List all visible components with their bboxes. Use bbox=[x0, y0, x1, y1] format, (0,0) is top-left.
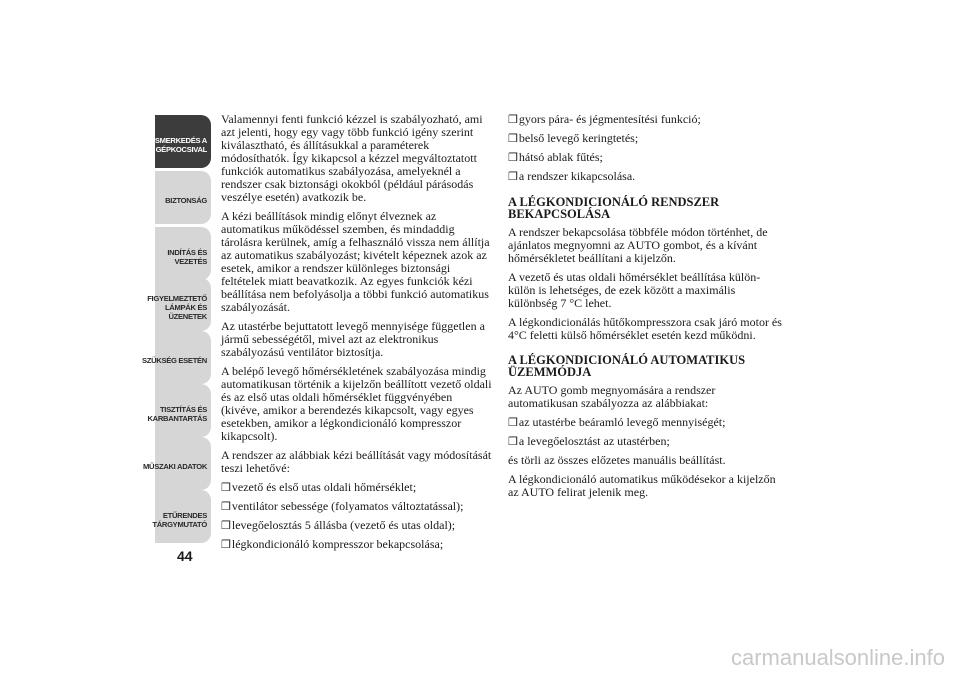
checkbox-bullet-icon: ❒ bbox=[221, 501, 231, 513]
tab-szukseg[interactable] bbox=[141, 331, 211, 384]
checkbox-bullet-icon: ❒ bbox=[508, 171, 518, 183]
tab-label: TISZTÍTÁS ÉS bbox=[159, 404, 207, 414]
paragraph: A rendszer bekapcsolása többféle módon történhet, de ajánlatos megnyomni az AUTO gombot, és a kívánt hőmérsékletet beállítani a kijelzőn. bbox=[508, 225, 768, 265]
tab-label: BIZTONSÁG bbox=[165, 196, 207, 205]
right-column bbox=[508, 113, 784, 505]
tab-label: VEZETÉS bbox=[174, 256, 207, 266]
list-item: ❒ventilátor sebessége (folyamatos változtatással); bbox=[221, 499, 464, 513]
tab-label: SZÜKSÉG ESETÉN bbox=[141, 356, 207, 365]
paragraph: A kézi beállítások mindig előnyt élveznek az automatikus működéssel szemben, és mindaddig tárolásra kerülnek, amíg a felhasználó vissza nem állítja az automatikus szabályozást; kivételt képeznek azok az esetek, amikor a rendszer különleges biztonsági feltételek miatt beavatkozik. Az egyes funkciók kézi beállítása nem befolyásolja a többi funkció automatikus szabályozását. bbox=[221, 209, 490, 314]
tab-label: ETŰRENDES bbox=[162, 510, 207, 520]
tab-figyelmezteto[interactable] bbox=[147, 278, 211, 331]
tab-targymutato[interactable] bbox=[152, 490, 211, 543]
paragraph: Az AUTO gomb megnyomására a rendszer automatikusan szabályozza az alábbiakat: bbox=[508, 383, 716, 410]
tab-biztonsag[interactable] bbox=[155, 171, 211, 224]
paragraph: Valamennyi fenti funkció kézzel is szabályozható, ami azt jelenti, hogy egy vagy több funkció igény szerint kiválasztható, és állításukkal a paraméterek módosíthatók. Így kikapcsol a kézzel megváltoztatott funkciók automatikus szabályozása, amelyeknél a rendszer csak biztonsági okokból (például párásodás veszélye esetén) avatkozik be. bbox=[221, 112, 483, 204]
tab-label: KARBANTARTÁS bbox=[147, 413, 207, 423]
list-item: ❒levegőelosztás 5 állásba (vezető és utas oldal); bbox=[221, 518, 456, 532]
tab-label: MŰSZAKI ADATOK bbox=[143, 462, 207, 471]
left-column bbox=[221, 113, 493, 557]
paragraph: Az utastérbe bejuttatott levegő mennyisége független a jármű sebességétől, mivel azt az elektronikus szabályozású ventilátor biztosítja. bbox=[221, 319, 485, 359]
tab-label: GÉPKOCSIVAL bbox=[155, 144, 207, 154]
tab-label: LÁMPÁK ÉS bbox=[164, 303, 207, 312]
list-item: ❒gyors pára- és jégmentesítési funkció; bbox=[508, 112, 701, 126]
section-heading: A LÉGKONDICIONÁLÓ AUTOMATIKUS ÜZEMMÓDJA bbox=[508, 353, 746, 379]
section-heading: A LÉGKONDICIONÁLÓ RENDSZER BEKAPCSOLÁSA bbox=[508, 195, 720, 221]
paragraph: A rendszer az alábbiak kézi beállítását vagy módosítását teszi lehetővé: bbox=[221, 448, 492, 475]
watermark: carmanualsonline.info bbox=[730, 645, 945, 670]
checkbox-bullet-icon: ❒ bbox=[221, 539, 231, 551]
list-item: ❒az utastérbe beáramló levegő mennyiségét; bbox=[508, 415, 726, 429]
list-item: ❒hátsó ablak fűtés; bbox=[508, 150, 603, 164]
page-number: 44 bbox=[177, 548, 193, 564]
checkbox-bullet-icon: ❒ bbox=[508, 417, 518, 429]
list-item: ❒a levegőelosztást az utastérben; bbox=[508, 434, 670, 448]
paragraph: A légkondicionálás hűtőkompresszora csak járó motor és 4°C feletti külső hőmérséklet esetén kezd működni. bbox=[508, 315, 782, 342]
tab-tisztitas[interactable] bbox=[147, 384, 211, 437]
checkbox-bullet-icon: ❒ bbox=[508, 436, 518, 448]
tab-label: INDÍTÁS ÉS bbox=[167, 247, 207, 257]
paragraph: A légkondicionáló automatikus működésekor a kijelzőn az AUTO felirat jelenik meg. bbox=[508, 472, 776, 499]
paragraph: A vezető és utas oldali hőmérséklet beállítása külön-külön is lehetséges, de ezek között a maximális különbség 7 °C lehet. bbox=[508, 270, 761, 310]
checkbox-bullet-icon: ❒ bbox=[221, 520, 231, 532]
tab-label: ÜZENETEK bbox=[168, 312, 207, 321]
list-item: ❒belső levegő keringtetés; bbox=[508, 131, 639, 145]
checkbox-bullet-icon: ❒ bbox=[508, 133, 518, 145]
checkbox-bullet-icon: ❒ bbox=[221, 482, 231, 494]
tab-label: TÁRGYMUTATÓ bbox=[152, 519, 207, 529]
tab-muszaki[interactable] bbox=[143, 437, 211, 490]
paragraph: A belépő levegő hőmérsékletének szabályozása mindig automatikusan történik a kijelzőn beállított vezető oldali és az első utas oldali hőmérséklet függvényében (kivéve, amikor a berendezés kikapcsolt, vagy egyes esetekben, amikor a légkondicionáló kompresszor kikapcsolt). bbox=[221, 364, 492, 443]
tab-ismerkedes[interactable] bbox=[155, 115, 211, 168]
list-item: ❒légkondicionáló kompresszor bekapcsolása; bbox=[221, 537, 444, 551]
list-item: ❒vezető és első utas oldali hőmérséklet; bbox=[221, 480, 417, 494]
checkbox-bullet-icon: ❒ bbox=[508, 152, 518, 164]
checkbox-bullet-icon: ❒ bbox=[508, 114, 518, 126]
tab-label: FIGYELMEZTETŐ bbox=[147, 294, 207, 303]
tab-inditas[interactable] bbox=[155, 227, 211, 280]
list-item: ❒a rendszer kikapcsolása. bbox=[508, 169, 636, 183]
paragraph: és törli az összes előzetes manuális beállítást. bbox=[508, 453, 726, 467]
tab-label: ISMERKEDÉS A bbox=[153, 135, 207, 145]
